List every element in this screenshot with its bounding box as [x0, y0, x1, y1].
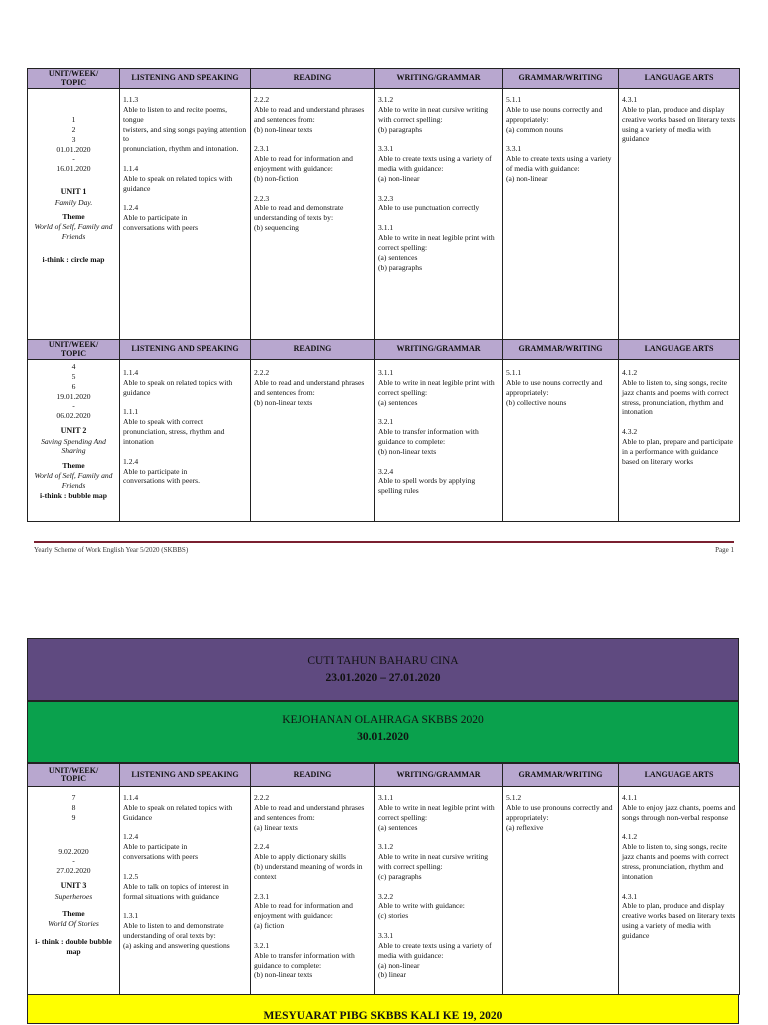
unit-1-date-sep: -: [72, 154, 75, 164]
cny-holiday-banner: [27, 638, 739, 701]
unit-2-date-start: 19.01.2020: [56, 391, 91, 401]
scheme-table-1: [27, 68, 740, 522]
header-grammar-writing: GRAMMAR/WRITING: [503, 69, 619, 89]
header-reading: READING: [251, 69, 375, 89]
unit-2-reading: 2.2.2 Able to read and understand phrases and sentences from: (b) non-linear texts: [251, 360, 375, 522]
unit-1-reading: 2.2.2 Able to read and understand phrases and sentences from: (b) non-linear texts 2.3.1 Able to read for information and enjoyment with guidance: (b) non-fiction 2.2.3 Able to read and demonstrate understanding of texts by: (b) sequencing: [251, 89, 375, 340]
unit-2-arts: 4.1.2 Able to listen to, sing songs, recite jazz chants and poems with correct stress, pronunciation, rhythm and intonation 4.3.2 Able to plan, prepare and participate in a performance with guidance based on literary works: [619, 360, 740, 522]
unit-3-row: [28, 787, 740, 995]
header-writing-grammar: WRITING/GRAMMAR: [375, 340, 503, 360]
unit-1-theme: World of Self, Family and Friends: [34, 222, 113, 242]
unit-1-topic-cell: [28, 89, 120, 340]
header-reading: READING: [251, 764, 375, 787]
unit-2-date-end: 06.02.2020: [56, 411, 91, 421]
sports-day-date: 30.01.2020: [357, 730, 409, 743]
unit-3-theme-label: Theme: [62, 909, 85, 919]
unit-3-reading: 2.2.2 Able to read and understand phrases and sentences from: (a) linear texts 2.2.4 Able to apply dictionary skills (b) understand meaning of words in context 2.3.1 Able to read for information and enjoyment with guidance: (a) fiction 3.2.1 Able to transfer information with guidance to complete: (b) non-linear texts: [251, 787, 375, 995]
unit-3-date-start: 9.02.2020: [58, 846, 89, 856]
unit-1-label: UNIT 1: [60, 187, 87, 197]
header-grammar-writing: GRAMMAR/WRITING: [503, 764, 619, 787]
unit-2-weeks: 4 5 6: [71, 362, 76, 391]
unit-1-listening: 1.1.3 Able to listen to and recite poems, tongue twisters, and sing songs paying attention to pronunciation, rhythm and intonation. 1.1.4 Able to speak on related topics with guidance 1.2.4 Able to participate in conversations with peers: [120, 89, 251, 340]
cny-holiday-title: CUTI TAHUN BAHARU CINA: [307, 655, 459, 667]
header-unit-week-topic: UNIT/WEEK/ TOPIC: [28, 69, 120, 89]
unit-3-listening: 1.1.4 Able to speak on related topics with Guidance 1.2.4 Able to participate in conversations with peers 1.2.5 Able to talk on topics of interest in formal situations with guidance 1.3.1 Able to listen to and demonstrate understanding of oral texts by: (a) asking and answering questions: [120, 787, 251, 995]
cny-holiday-dates: 23.01.2020 – 27.01.2020: [325, 671, 441, 684]
sports-day-title: KEJOHANAN OLAHRAGA SKBBS 2020: [282, 714, 484, 726]
unit-3-label: UNIT 3: [60, 881, 87, 891]
unit-1-date-start: 01.01.2020: [56, 144, 91, 154]
header-writing-grammar: WRITING/GRAMMAR: [375, 69, 503, 89]
unit-1-date-end: 16.01.2020: [56, 164, 91, 174]
unit-1-title: Family Day.: [54, 197, 93, 207]
unit-2-row: [28, 360, 740, 522]
scheme-table-2: [27, 763, 740, 995]
header-row: [28, 340, 740, 360]
unit-3-arts: 4.1.1 Able to enjoy jazz chants, poems and songs through non-verbal response 4.1.2 Able to listen to, sing songs, recite jazz chants and poems with correct stress, pronunciation, rhythm and intonation 4.3.1 Able to plan, produce and display creative works based on literary texts using a variety of media with guidance: [619, 787, 740, 995]
unit-2-date-sep: -: [72, 401, 75, 411]
unit-1-weeks: 1 2 3: [71, 115, 76, 144]
pibg-meeting-title: MESYUARAT PIBG SKBBS KALI KE 19, 2020: [263, 1010, 503, 1022]
unit-3-weeks: 7 8 9: [71, 793, 76, 822]
unit-2-theme-label: Theme: [62, 461, 85, 471]
unit-3-topic-cell: [28, 787, 120, 995]
footer-page-number: Page 1: [715, 546, 734, 554]
header-language-arts: LANGUAGE ARTS: [619, 69, 740, 89]
unit-3-date-sep: -: [72, 856, 75, 866]
header-language-arts: LANGUAGE ARTS: [619, 764, 740, 787]
header-row: [28, 69, 740, 89]
unit-3-ithink: i- think : double bubble map: [35, 937, 112, 956]
unit-2-theme: World of Self, Family and Friends: [34, 471, 113, 490]
unit-2-ithink: i-think : bubble map: [40, 490, 107, 500]
header-listening-speaking: LISTENING AND SPEAKING: [120, 340, 251, 360]
header-unit-week-topic: UNIT/WEEK/ TOPIC: [28, 340, 120, 360]
header-reading: READING: [251, 340, 375, 360]
unit-2-writing: 3.1.1 Able to write in neat legible print with correct spelling: (a) sentences 3.2.1 Able to transfer information with guidance to complete: (b) non-linear texts 3.2.4 Able to spell words by applying spelling rules: [375, 360, 503, 522]
unit-1-writing: 3.1.2 Able to write in neat cursive writing with correct spelling: (b) paragraphs 3.3.1 Able to create texts using a variety of media with guidance: (a) non-linear 3.2.3 Able to use punctuation correctly 3.1.1 Able to write in neat legible print with correct spelling: (a) sentences (b) paragraphs: [375, 89, 503, 340]
unit-3-theme: World Of Stories: [48, 919, 99, 929]
unit-2-listening: 1.1.4 Able to speak on related topics with guidance 1.1.1 Able to speak with correct pronunciation, stress, rhythm and intonation 1.2.4 Able to participate in conversations with peers.: [120, 360, 251, 522]
sports-day-banner: [27, 701, 739, 763]
unit-3-writing: 3.1.1 Able to write in neat legible print with correct spelling: (a) sentences 3.1.2 Able to write in neat cursive writing with correct spelling: (c) paragraphs 3.2.2 Able to write with guidance: (c) stories 3.3.1 Able to create texts using a variety of media with guidance: (a) non-linear (b) linear: [375, 787, 503, 995]
unit-3-date-end: 27.02.2020: [56, 866, 91, 876]
unit-1-arts: 4.3.1 Able to plan, produce and display creative works based on literary texts using a variety of media with guidance: [619, 89, 740, 340]
unit-1-grammar: 5.1.1 Able to use nouns correctly and appropriately: (a) common nouns 3.3.1 Able to create texts using a variety of media with guidance: (a) non-linear: [503, 89, 619, 340]
unit-2-title: Saving Spending And Sharing: [41, 436, 106, 456]
header-grammar-writing: GRAMMAR/WRITING: [503, 340, 619, 360]
header-listening-speaking: LISTENING AND SPEAKING: [120, 764, 251, 787]
header-unit-week-topic: UNIT/WEEK/ TOPIC: [28, 764, 120, 787]
header-writing-grammar: WRITING/GRAMMAR: [375, 764, 503, 787]
footer-document-title: Yearly Scheme of Work English Year 5/2020 (SKBBS): [34, 546, 189, 554]
header-listening-speaking: LISTENING AND SPEAKING: [120, 69, 251, 89]
header-language-arts: LANGUAGE ARTS: [619, 340, 740, 360]
unit-1-ithink: i-think : circle map: [42, 254, 105, 264]
page-footer: [34, 541, 734, 554]
unit-2-topic-cell: [28, 360, 120, 522]
unit-3-grammar: 5.1.2 Able to use pronouns correctly and appropriately: (a) reflexive: [503, 787, 619, 995]
unit-2-label: UNIT 2: [60, 426, 87, 436]
footer-rule: [34, 541, 734, 543]
pibg-meeting-banner: [27, 994, 739, 1024]
unit-1-row: [28, 89, 740, 340]
unit-2-grammar: 5.1.1 Able to use nouns correctly and appropriately: (b) collective nouns: [503, 360, 619, 522]
unit-1-theme-label: Theme: [62, 212, 85, 222]
header-row: [28, 764, 740, 787]
unit-3-title: Superheroes: [54, 891, 93, 901]
